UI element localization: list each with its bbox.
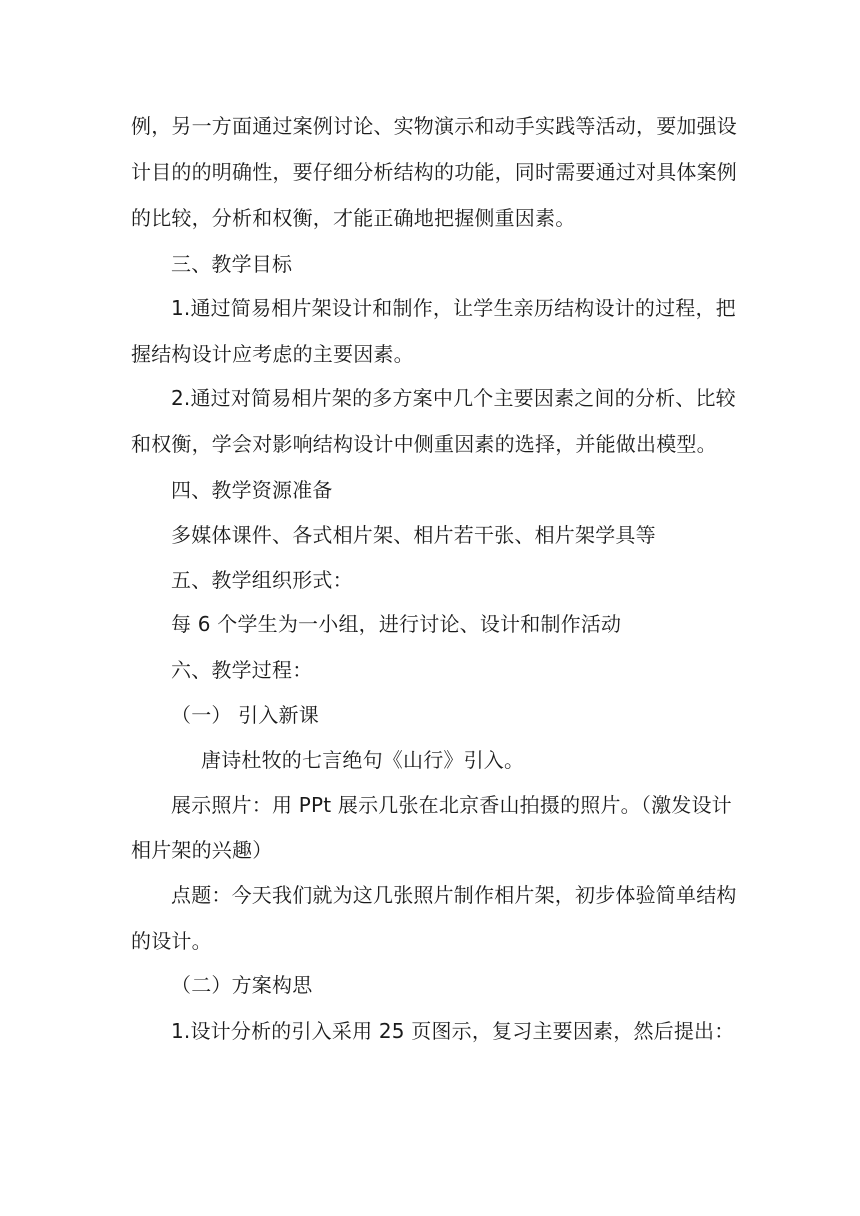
body-text-line: 多媒体课件、各式相片架、相片若干张、相片架学具等 bbox=[171, 523, 656, 547]
body-text-line: 相片架的兴趣） bbox=[131, 838, 273, 862]
body-text-line: 展示照片：用 PPt 展示几张在北京香山拍摄的照片。（激发设计 bbox=[171, 793, 732, 817]
body-text-line: 的比较，分析和权衡，才能正确地把握侧重因素。 bbox=[131, 206, 576, 230]
objective-item: 1.通过简易相片架设计和制作，让学生亲历结构设计的过程，把 bbox=[171, 296, 736, 320]
body-text-line: 计目的的明确性，要仔细分析结构的功能，同时需要通过对具体案例 bbox=[131, 160, 737, 184]
body-text-line: 例，另一方面通过案例讨论、实物演示和动手实践等活动，要加强设 bbox=[131, 114, 737, 138]
section-heading: 五、教学组织形式： bbox=[171, 568, 353, 592]
section-heading: 三、教学目标 bbox=[171, 252, 293, 276]
body-text-line: 的设计。 bbox=[131, 929, 212, 953]
body-text-line: 点题：今天我们就为这几张照片制作相片架，初步体验简单结构 bbox=[171, 883, 737, 907]
section-heading: 四、教学资源准备 bbox=[171, 478, 333, 502]
body-text-line: 握结构设计应考虑的主要因素。 bbox=[131, 342, 414, 366]
section-heading: 六、教学过程： bbox=[171, 658, 313, 682]
body-text-line: 唐诗杜牧的七言绝句《山行》引入。 bbox=[201, 748, 525, 772]
body-text-line: 每 6 个学生为一小组，进行讨论、设计和制作活动 bbox=[171, 612, 622, 636]
body-text-line: 和权衡，学会对影响结构设计中侧重因素的选择，并能做出模型。 bbox=[131, 432, 717, 456]
subsection-heading: （二）方案构思 bbox=[171, 973, 313, 997]
objective-item: 2.通过对简易相片架的多方案中几个主要因素之间的分析、比较 bbox=[171, 386, 736, 410]
subsection-heading: （一） 引入新课 bbox=[171, 703, 319, 727]
body-text-line: 1.设计分析的引入采用 25 页图示，复习主要因素，然后提出： bbox=[171, 1019, 735, 1043]
